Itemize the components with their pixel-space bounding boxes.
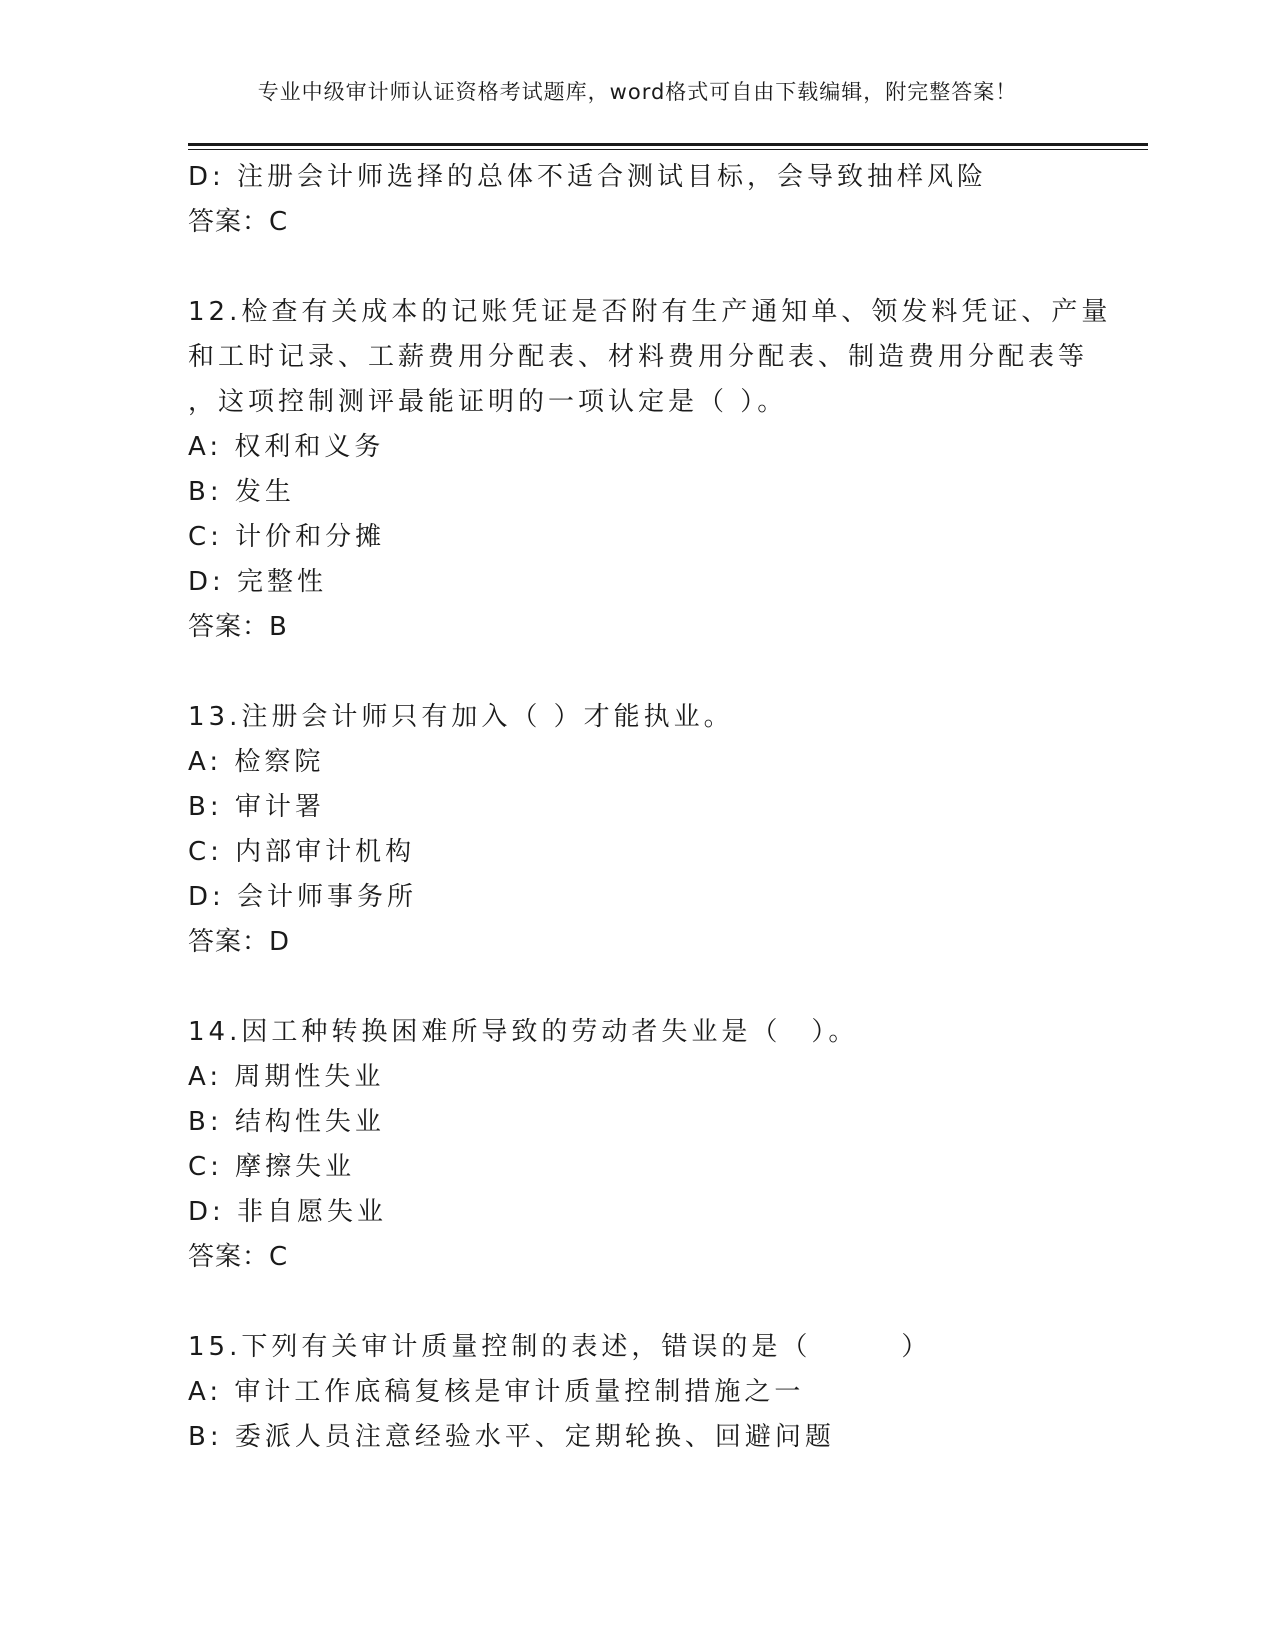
option-c: C: 内部审计机构 (188, 837, 416, 867)
answer: 答案：C (188, 1242, 289, 1272)
question-15 (188, 1325, 1088, 1460)
option-b: B: 结构性失业 (188, 1107, 385, 1137)
answer: 答案：D (188, 927, 291, 957)
question-stem-line: 13.注册会计师只有加入（ ）才能执业。 (188, 702, 734, 732)
option-b: B: 发生 (188, 477, 295, 507)
spacer (188, 245, 1088, 290)
question-14 (188, 1010, 1088, 1280)
question-13 (188, 695, 1088, 965)
question-12 (188, 290, 1112, 650)
option-d-continued: D: 注册会计师选择的总体不适合测试目标，会导致抽样风险 (188, 162, 988, 192)
page-header: 专业中级审计师认证资格考试题库，word格式可自由下载编辑，附完整答案！ (257, 80, 1018, 104)
option-d: D: 会计师事务所 (188, 882, 418, 912)
option-d: D: 非自愿失业 (188, 1197, 388, 1227)
question-stem-line: 和工时记录、工薪费用分配表、材料费用分配表、制造费用分配表等 (188, 342, 1089, 372)
question-stem-line: 15.下列有关审计质量控制的表述，错误的是（ ） (188, 1332, 932, 1362)
answer-continued: 答案：C (188, 207, 289, 237)
option-b: B: 委派人员注意经验水平、定期轮换、回避问题 (188, 1422, 835, 1452)
option-a: A: 权利和义务 (188, 432, 385, 462)
spacer (188, 650, 1088, 695)
option-a: A: 周期性失业 (188, 1062, 385, 1092)
document-body (188, 155, 1112, 1460)
option-a: A: 检察院 (188, 747, 325, 777)
spacer (188, 1280, 1088, 1325)
option-a: A: 审计工作底稿复核是审计质量控制措施之一 (188, 1377, 805, 1407)
question-stem-line: 14.因工种转换困难所导致的劳动者失业是（ ）。 (188, 1017, 859, 1047)
header-rule-thin (188, 149, 1148, 150)
option-c: C: 计价和分摊 (188, 522, 386, 552)
answer: 答案：B (188, 612, 288, 642)
option-c: C: 摩擦失业 (188, 1152, 356, 1182)
option-d: D: 完整性 (188, 567, 328, 597)
question-stem-line: ，这项控制测评最能证明的一项认定是（ ）。 (188, 387, 788, 417)
question-stem-line: 12.检查有关成本的记账凭证是否附有生产通知单、领发料凭证、产量 (188, 297, 1112, 327)
option-b: B: 审计署 (188, 792, 325, 822)
spacer (188, 965, 1088, 1010)
header-rule-thick (188, 143, 1148, 146)
